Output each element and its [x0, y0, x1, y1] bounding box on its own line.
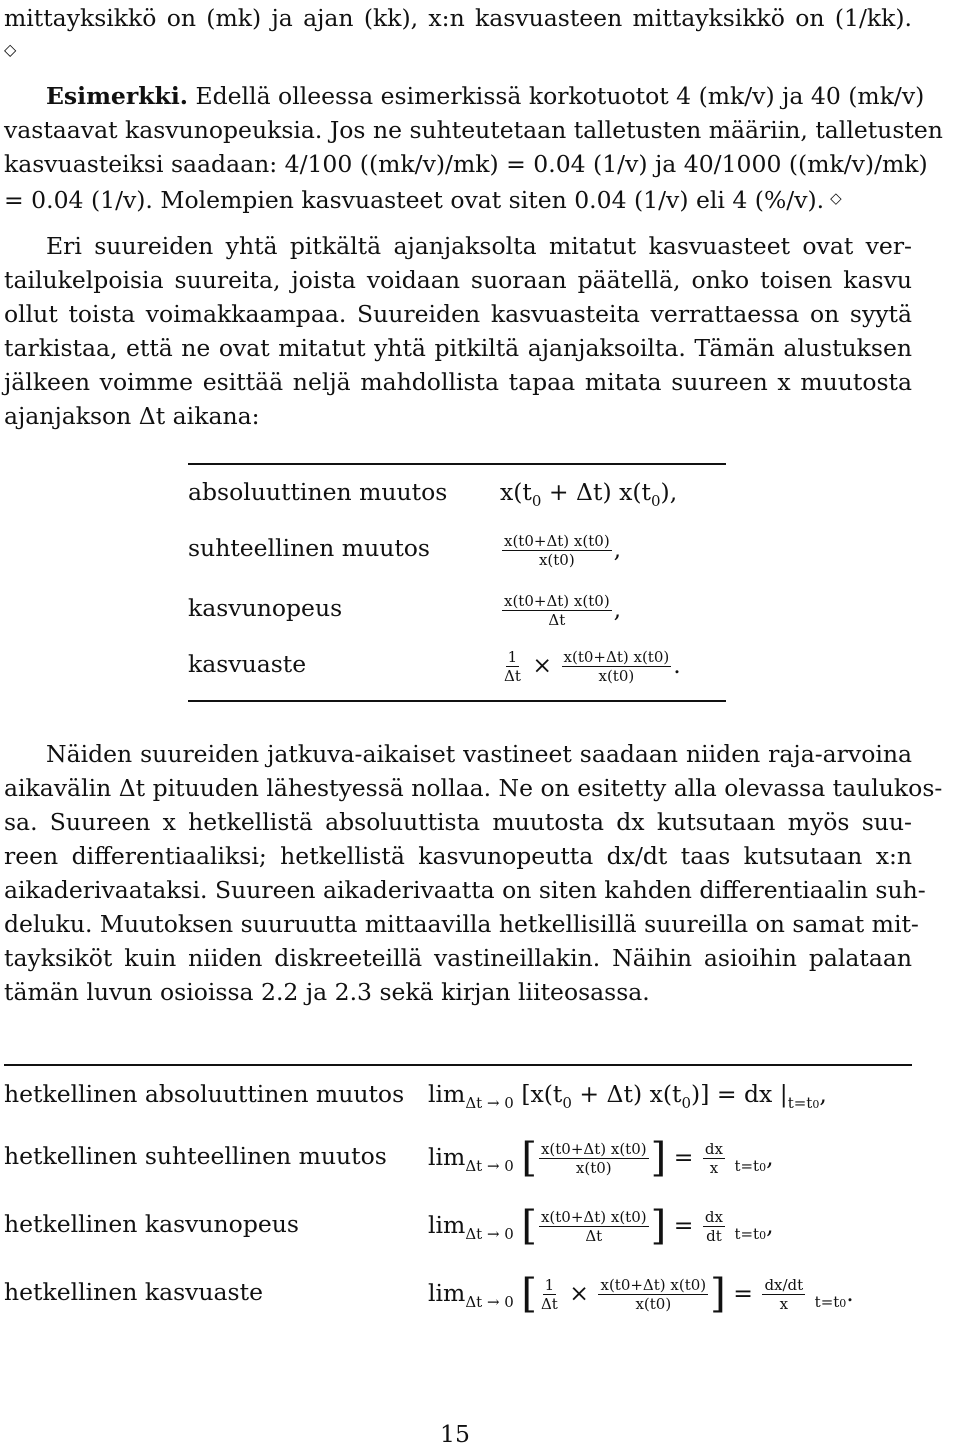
- formula-growth-rate: $\frac{x(t0+\Delta t) x(t0)}{\Delta t}$ ,: [504, 592, 622, 629]
- text-line: aikaderivaataksi. Suureen aikaderivaatta on siten kahden differentiaalin suh-: [4, 876, 926, 904]
- table2-top-rule: [4, 1064, 912, 1066]
- text-line: aikavälin Δt pituuden lähestyessä nollaa. Ne on esitetty alla olevassa taulukos-: [4, 774, 943, 802]
- formula-growth-ratio: $\frac{1}{\Delta t}$ × $\frac{x(t0+\Delta t) x(t0)}{x(t0)}$ .: [504, 648, 681, 685]
- table2-row-label: hetkellinen suhteellinen muutos: [4, 1142, 387, 1170]
- text-line: [4, 182, 842, 216]
- text-line: jälkeen voimme esittää neljä mahdollista tapaa mitata suureen x muutosta: [4, 368, 912, 396]
- text-line: reen differentiaaliksi; hetkellistä kasvunopeutta dx/dt taas kutsutaan x:n: [4, 842, 912, 870]
- text-line: tayksiköt kuin niiden diskreeteillä vastineillakin. Näihin asioihin palataan: [4, 944, 912, 972]
- table2-row-label: hetkellinen absoluuttinen muutos: [4, 1080, 405, 1108]
- table-row-label: suhteellinen muutos: [188, 534, 430, 562]
- text-line: ajanjakson Δt aikana:: [4, 402, 260, 430]
- text-line: deluku. Muutoksen suuruutta mittaavilla hetkellisillä suureilla on samat mit-: [4, 910, 919, 938]
- formula-instant-relative-change: $\lim_{\Delta t \to 0}$ [ $\frac{x(t0+\Delta t) x(t0)}{x(t0)}$ ] = $\frac{dx}{x}$ $_{t=t0}$,: [428, 1135, 774, 1181]
- example-label: Esimerkki.: [46, 82, 188, 110]
- text-line: Näiden suureiden jatkuva-aikaiset vastineet saadaan niiden raja-arvoina: [46, 740, 912, 768]
- formula-instant-growth-rate: $\lim_{\Delta t \to 0}$ [ $\frac{x(t0+\Delta t) x(t0)}{\Delta t}$ ] = $\frac{dx}{dt}$ $_{t=t0}$,: [428, 1203, 774, 1249]
- text-line: tarkistaa, että ne ovat mitatut yhtä pitkiltä ajanjaksoilta. Tämän alustuksen: [4, 334, 912, 362]
- example-line: [46, 80, 925, 112]
- table-row-label: absoluuttinen muutos: [188, 478, 448, 506]
- text-line: mittayksikkö on (mk) ja ajan (kk), x:n kasvuasteen mittayksikkö on (1/kk).: [4, 4, 912, 32]
- text-line: sa. Suureen x hetkellistä absoluuttista muutosta dx kutsutaan myös suu-: [4, 808, 912, 836]
- formula-instant-absolute-change: $\lim_{\Delta t \to 0} [x(t_0 + \Delta t) x(t_0)]$ = dx $|_{t=t0}$,: [428, 1080, 827, 1112]
- text-line: ollut toista voimakkaampaa. Suureiden kasvuasteita verrattaessa on syytä: [4, 300, 912, 328]
- formula-absolute-change: $x(t_0 + \Delta t)$ $x(t_0)$,: [500, 478, 678, 510]
- example-last-line: = 0.04 (1/v). Molempien kasvuasteet ovat siten 0.04 (1/v) eli 4 (%/v).: [4, 186, 825, 214]
- table2-row-label: hetkellinen kasvuaste: [4, 1278, 263, 1306]
- text-line: tämän luvun osioissa 2.2 ja 2.3 sekä kirjan liiteosassa.: [4, 978, 650, 1006]
- table-row-label: kasvunopeus: [188, 594, 343, 622]
- table-bottom-rule: [188, 700, 726, 702]
- formula-relative-change: $\frac{x(t0+\Delta t) x(t0)}{x(t0)}$ ,: [504, 532, 622, 569]
- page-number: 15: [440, 1420, 470, 1448]
- example-text: Edellä olleessa esimerkissä korkotuotot 4 (mk/v) ja 40 (mk/v): [195, 82, 925, 110]
- text-line: kasvuasteiksi saadaan: 4/100 ((mk/v)/mk) = 0.04 (1/v) ja 40/1000 ((mk/v)/mk): [4, 150, 928, 178]
- table2-row-label: hetkellinen kasvunopeus: [4, 1210, 299, 1238]
- table-row-label: kasvuaste: [188, 650, 307, 678]
- text-line: Eri suureiden yhtä pitkältä ajanjaksolta mitatut kasvuasteet ovat ver-: [46, 232, 912, 260]
- table-top-rule: [188, 463, 726, 465]
- formula-instant-growth-ratio: $\lim_{\Delta t \to 0}$ [ $\frac{1}{\Delta t}$ × $\frac{x(t0+\Delta t) x(t0)}{x(t0)}$ ] = $\frac{dx/dt}{x}$ $_{t=t0}$.: [428, 1271, 854, 1317]
- end-of-example-diamond: ◇: [830, 189, 842, 207]
- text-line: tailukelpoisia suureita, joista voidaan suoraan päätellä, onko toisen kasvu: [4, 266, 912, 294]
- text-line: vastaavat kasvunopeuksia. Jos ne suhteutetaan talletusten määriin, talletusten: [4, 116, 943, 144]
- end-of-remark-diamond: ◇: [4, 40, 17, 59]
